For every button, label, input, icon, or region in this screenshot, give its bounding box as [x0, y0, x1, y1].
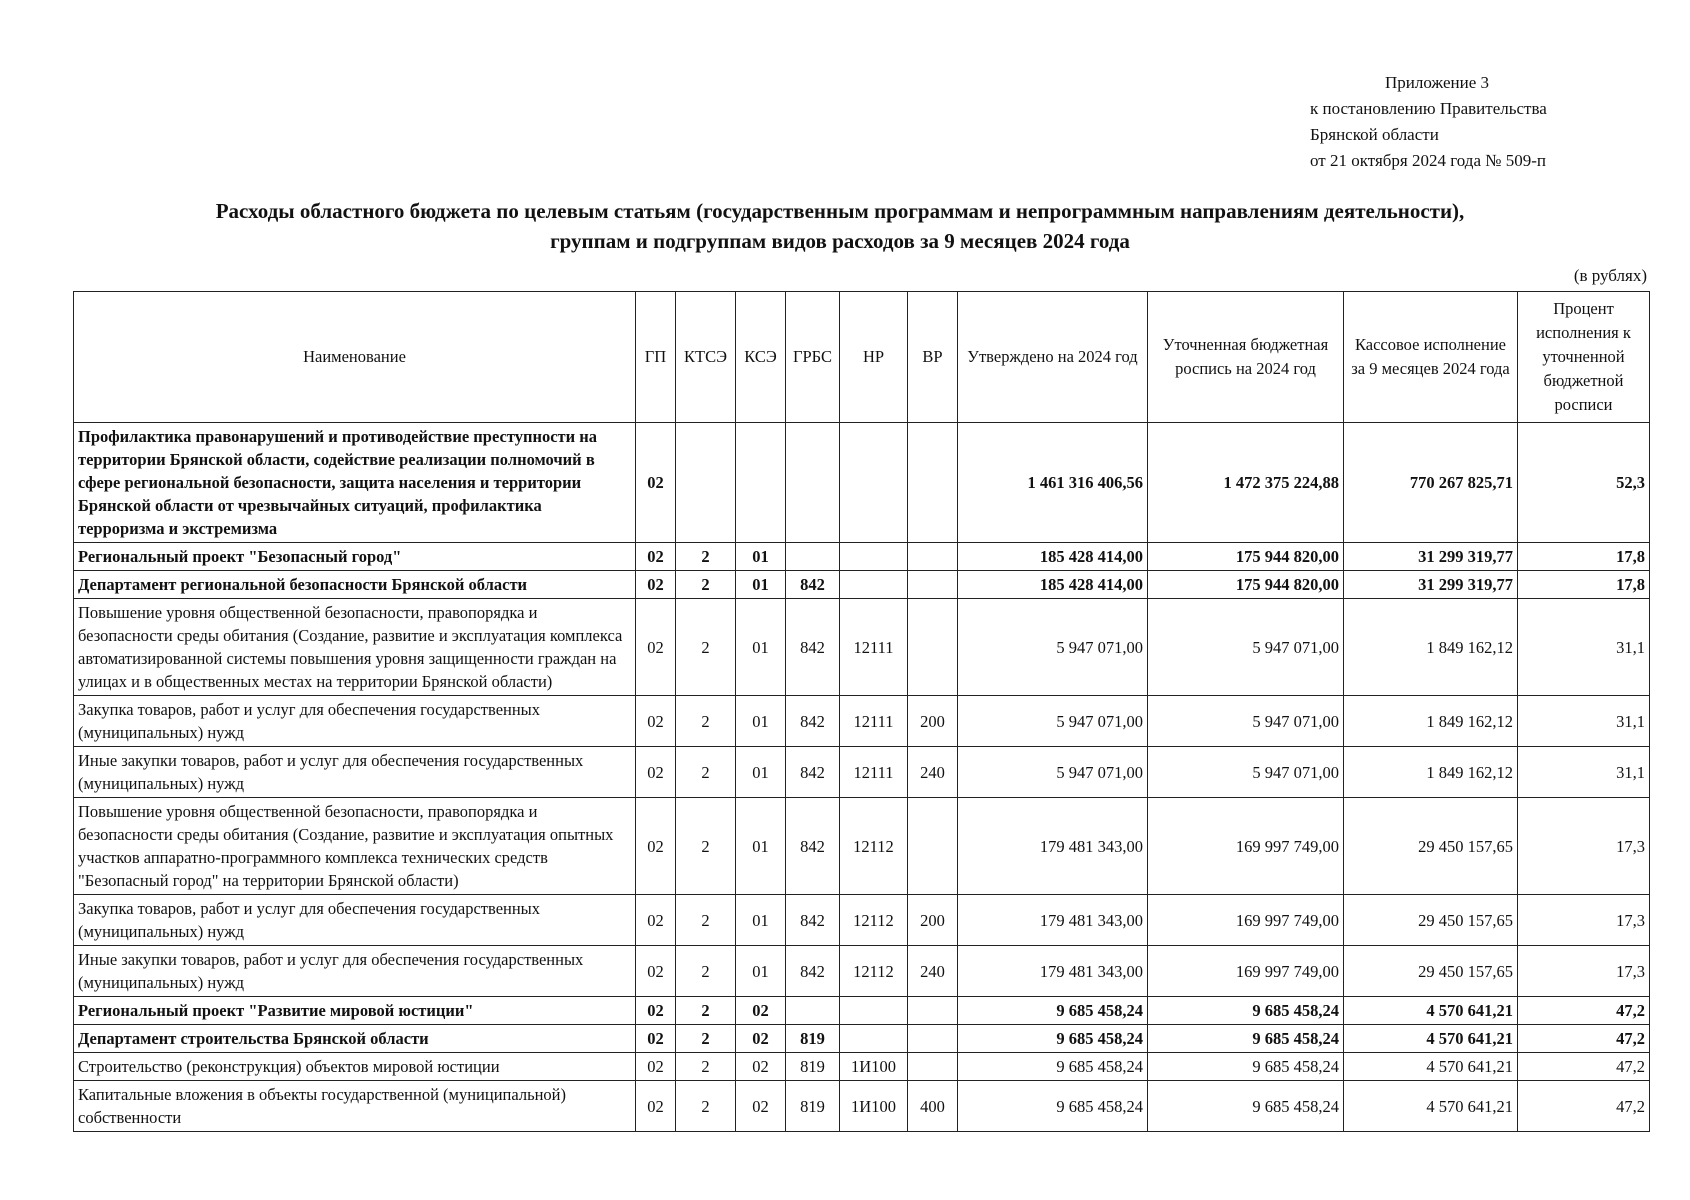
- cell-name: Иные закупки товаров, работ и услуг для обеспечения государственных (муниципальных) нужд: [74, 946, 636, 997]
- cell-kse: 01: [736, 571, 786, 599]
- cell-kse: 02: [736, 997, 786, 1025]
- cell-approved: 9 685 458,24: [958, 997, 1148, 1025]
- cell-vr: 400: [908, 1081, 958, 1132]
- cell-ktse: 2: [676, 1025, 736, 1053]
- cell-cash: 29 450 157,65: [1344, 946, 1518, 997]
- cell-grbs: 842: [786, 946, 840, 997]
- cell-nr: [840, 997, 908, 1025]
- cell-gp: 02: [636, 1025, 676, 1053]
- appendix-line-4: от 21 октября 2024 года № 509-п: [1310, 151, 1546, 170]
- cell-refined: 169 997 749,00: [1148, 895, 1344, 946]
- table-row: [74, 696, 1650, 747]
- cell-gp: 02: [636, 696, 676, 747]
- cell-nr: 12111: [840, 599, 908, 696]
- cell-approved: 5 947 071,00: [958, 696, 1148, 747]
- cell-nr: 1И100: [840, 1081, 908, 1132]
- cell-nr: [840, 1025, 908, 1053]
- cell-cash: 31 299 319,77: [1344, 543, 1518, 571]
- cell-approved: 185 428 414,00: [958, 571, 1148, 599]
- cell-refined: 175 944 820,00: [1148, 571, 1344, 599]
- cell-ktse: 2: [676, 1053, 736, 1081]
- cell-approved: 9 685 458,24: [958, 1025, 1148, 1053]
- cell-name: Закупка товаров, работ и услуг для обеспечения государственных (муниципальных) нужд: [74, 895, 636, 946]
- cell-gp: 02: [636, 747, 676, 798]
- cell-cash: 4 570 641,21: [1344, 1053, 1518, 1081]
- cell-vr: [908, 423, 958, 543]
- cell-refined: 169 997 749,00: [1148, 946, 1344, 997]
- cell-name: Повышение уровня общественной безопасности, правопорядка и безопасности среды обитания (Создание, развитие и эксплуатация комплекса автоматизированной системы повышения уровня защищенности граждан на улицах и в общественных местах на территории Брянской области): [74, 599, 636, 696]
- cell-name: Строительство (реконструкция) объектов мировой юстиции: [74, 1053, 636, 1081]
- header-ktse: КТСЭ: [676, 292, 736, 423]
- header-percent: Процент исполнения к уточненной бюджетной росписи: [1518, 292, 1650, 423]
- cell-name: Региональный проект "Развитие мировой юстиции": [74, 997, 636, 1025]
- cell-nr: 12111: [840, 696, 908, 747]
- cell-refined: 175 944 820,00: [1148, 543, 1344, 571]
- cell-ktse: 2: [676, 946, 736, 997]
- table-row: [74, 946, 1650, 997]
- cell-cash: 1 849 162,12: [1344, 696, 1518, 747]
- cell-refined: 5 947 071,00: [1148, 599, 1344, 696]
- cell-percent: 47,2: [1518, 1025, 1650, 1053]
- cell-kse: 01: [736, 798, 786, 895]
- cell-cash: 4 570 641,21: [1344, 1025, 1518, 1053]
- cell-gp: 02: [636, 599, 676, 696]
- cell-cash: 1 849 162,12: [1344, 599, 1518, 696]
- cell-name: Региональный проект "Безопасный город": [74, 543, 636, 571]
- cell-approved: 179 481 343,00: [958, 798, 1148, 895]
- cell-percent: 47,2: [1518, 1081, 1650, 1132]
- cell-cash: 4 570 641,21: [1344, 997, 1518, 1025]
- cell-gp: 02: [636, 946, 676, 997]
- cell-kse: 01: [736, 599, 786, 696]
- cell-name: Профилактика правонарушений и противодействие преступности на территории Брянской области, содействие реализации полномочий в сфере региональной безопасности, защита населения и территории Брянской области от чрезвычайных ситуаций, профилактика терроризма и экстремизма: [74, 423, 636, 543]
- header-name: Наименование: [74, 292, 636, 423]
- cell-approved: 1 461 316 406,56: [958, 423, 1148, 543]
- cell-approved: 185 428 414,00: [958, 543, 1148, 571]
- cell-refined: 5 947 071,00: [1148, 696, 1344, 747]
- cell-ktse: 2: [676, 599, 736, 696]
- table-row: [74, 1025, 1650, 1053]
- cell-ktse: 2: [676, 571, 736, 599]
- table-row: [74, 895, 1650, 946]
- cell-grbs: 842: [786, 571, 840, 599]
- cell-grbs: [786, 543, 840, 571]
- cell-ktse: 2: [676, 696, 736, 747]
- header-vr: ВР: [908, 292, 958, 423]
- cell-vr: [908, 1025, 958, 1053]
- cell-approved: 179 481 343,00: [958, 895, 1148, 946]
- cell-name: Департамент строительства Брянской области: [74, 1025, 636, 1053]
- cell-nr: [840, 571, 908, 599]
- cell-kse: 01: [736, 747, 786, 798]
- cell-ktse: 2: [676, 798, 736, 895]
- header-kse: КСЭ: [736, 292, 786, 423]
- cell-grbs: 842: [786, 696, 840, 747]
- cell-percent: 31,1: [1518, 747, 1650, 798]
- cell-refined: 9 685 458,24: [1148, 997, 1344, 1025]
- table-row: [74, 543, 1650, 571]
- cell-vr: 240: [908, 747, 958, 798]
- cell-gp: 02: [636, 1053, 676, 1081]
- header-refined: Уточненная бюджетная роспись на 2024 год: [1148, 292, 1344, 423]
- appendix-line-3: Брянской области: [1310, 125, 1439, 144]
- cell-ktse: 2: [676, 997, 736, 1025]
- cell-name: Закупка товаров, работ и услуг для обеспечения государственных (муниципальных) нужд: [74, 696, 636, 747]
- cell-nr: 12111: [840, 747, 908, 798]
- cell-percent: 47,2: [1518, 997, 1650, 1025]
- appendix-line-2: к постановлению Правительства: [1310, 99, 1547, 118]
- cell-approved: 9 685 458,24: [958, 1081, 1148, 1132]
- cell-nr: [840, 423, 908, 543]
- cell-approved: 5 947 071,00: [958, 599, 1148, 696]
- table-row: [74, 599, 1650, 696]
- cell-vr: [908, 599, 958, 696]
- budget-table: [73, 291, 1650, 1132]
- cell-grbs: 842: [786, 747, 840, 798]
- cell-name: Иные закупки товаров, работ и услуг для обеспечения государственных (муниципальных) нужд: [74, 747, 636, 798]
- table-row: [74, 997, 1650, 1025]
- table-row: [74, 798, 1650, 895]
- cell-nr: 12112: [840, 798, 908, 895]
- cell-refined: 9 685 458,24: [1148, 1025, 1344, 1053]
- cell-gp: 02: [636, 543, 676, 571]
- cell-cash: 29 450 157,65: [1344, 895, 1518, 946]
- cell-grbs: [786, 423, 840, 543]
- cell-kse: 02: [736, 1053, 786, 1081]
- cell-gp: 02: [636, 571, 676, 599]
- cell-percent: 31,1: [1518, 696, 1650, 747]
- cell-vr: [908, 997, 958, 1025]
- cell-refined: 9 685 458,24: [1148, 1081, 1344, 1132]
- cell-cash: 29 450 157,65: [1344, 798, 1518, 895]
- table-row: [74, 571, 1650, 599]
- cell-vr: 200: [908, 696, 958, 747]
- cell-percent: 17,8: [1518, 571, 1650, 599]
- table-row: [74, 423, 1650, 543]
- cell-gp: 02: [636, 1081, 676, 1132]
- cell-cash: 770 267 825,71: [1344, 423, 1518, 543]
- cell-kse: 02: [736, 1081, 786, 1132]
- cell-vr: 200: [908, 895, 958, 946]
- cell-grbs: 842: [786, 798, 840, 895]
- cell-kse: 01: [736, 543, 786, 571]
- title-line-1: Расходы областного бюджета по целевым статьям (государственным программам и непрограммным направлениям деятельности),: [215, 199, 1465, 223]
- cell-gp: 02: [636, 798, 676, 895]
- cell-percent: 31,1: [1518, 599, 1650, 696]
- cell-cash: 31 299 319,77: [1344, 571, 1518, 599]
- cell-nr: 12112: [840, 895, 908, 946]
- cell-approved: 9 685 458,24: [958, 1053, 1148, 1081]
- cell-ktse: 2: [676, 747, 736, 798]
- cell-nr: [840, 543, 908, 571]
- cell-kse: 01: [736, 895, 786, 946]
- cell-grbs: 842: [786, 599, 840, 696]
- cell-vr: 240: [908, 946, 958, 997]
- cell-refined: 169 997 749,00: [1148, 798, 1344, 895]
- cell-grbs: [786, 997, 840, 1025]
- cell-percent: 47,2: [1518, 1053, 1650, 1081]
- cell-vr: [908, 798, 958, 895]
- cell-grbs: 819: [786, 1025, 840, 1053]
- cell-vr: [908, 1053, 958, 1081]
- cell-ktse: 2: [676, 895, 736, 946]
- header-nr: НР: [840, 292, 908, 423]
- cell-gp: 02: [636, 997, 676, 1025]
- cell-ktse: 2: [676, 1081, 736, 1132]
- table-row: [74, 1081, 1650, 1132]
- cell-grbs: 842: [786, 895, 840, 946]
- table-row: [74, 1053, 1650, 1081]
- cell-kse: [736, 423, 786, 543]
- cell-grbs: 819: [786, 1081, 840, 1132]
- cell-name: Повышение уровня общественной безопасности, правопорядка и безопасности среды обитания (Создание, развитие и эксплуатация опытных участков аппаратно-программного комплекса технических средств "Безопасный город" на территории Брянской области): [74, 798, 636, 895]
- cell-vr: [908, 543, 958, 571]
- appendix-block: [1310, 70, 1547, 174]
- appendix-line-1: Приложение 3: [1385, 73, 1489, 92]
- cell-approved: 179 481 343,00: [958, 946, 1148, 997]
- title-line-2: группам и подгруппам видов расходов за 9 месяцев 2024 года: [550, 229, 1130, 253]
- cell-nr: 1И100: [840, 1053, 908, 1081]
- cell-refined: 1 472 375 224,88: [1148, 423, 1344, 543]
- cell-approved: 5 947 071,00: [958, 747, 1148, 798]
- cell-refined: 5 947 071,00: [1148, 747, 1344, 798]
- cell-percent: 17,3: [1518, 946, 1650, 997]
- cell-grbs: 819: [786, 1053, 840, 1081]
- cell-cash: 1 849 162,12: [1344, 747, 1518, 798]
- cell-gp: 02: [636, 895, 676, 946]
- header-gp: ГП: [636, 292, 676, 423]
- cell-kse: 02: [736, 1025, 786, 1053]
- cell-refined: 9 685 458,24: [1148, 1053, 1344, 1081]
- document-title: [60, 196, 1620, 256]
- cell-gp: 02: [636, 423, 676, 543]
- cell-percent: 17,3: [1518, 798, 1650, 895]
- cell-ktse: [676, 423, 736, 543]
- cell-name: Департамент региональной безопасности Брянской области: [74, 571, 636, 599]
- header-approved: Утверждено на 2024 год: [958, 292, 1148, 423]
- header-cash: Кассовое исполнение за 9 месяцев 2024 года: [1344, 292, 1518, 423]
- header-grbs: ГРБС: [786, 292, 840, 423]
- cell-kse: 01: [736, 696, 786, 747]
- cell-ktse: 2: [676, 543, 736, 571]
- cell-vr: [908, 571, 958, 599]
- cell-cash: 4 570 641,21: [1344, 1081, 1518, 1132]
- cell-nr: 12112: [840, 946, 908, 997]
- header-row: [74, 292, 1650, 423]
- cell-percent: 52,3: [1518, 423, 1650, 543]
- units-note: (в рублях): [1573, 266, 1647, 285]
- cell-percent: 17,3: [1518, 895, 1650, 946]
- cell-name: Капитальные вложения в объекты государственной (муниципальной) собственности: [74, 1081, 636, 1132]
- table-row: [74, 747, 1650, 798]
- cell-kse: 01: [736, 946, 786, 997]
- cell-percent: 17,8: [1518, 543, 1650, 571]
